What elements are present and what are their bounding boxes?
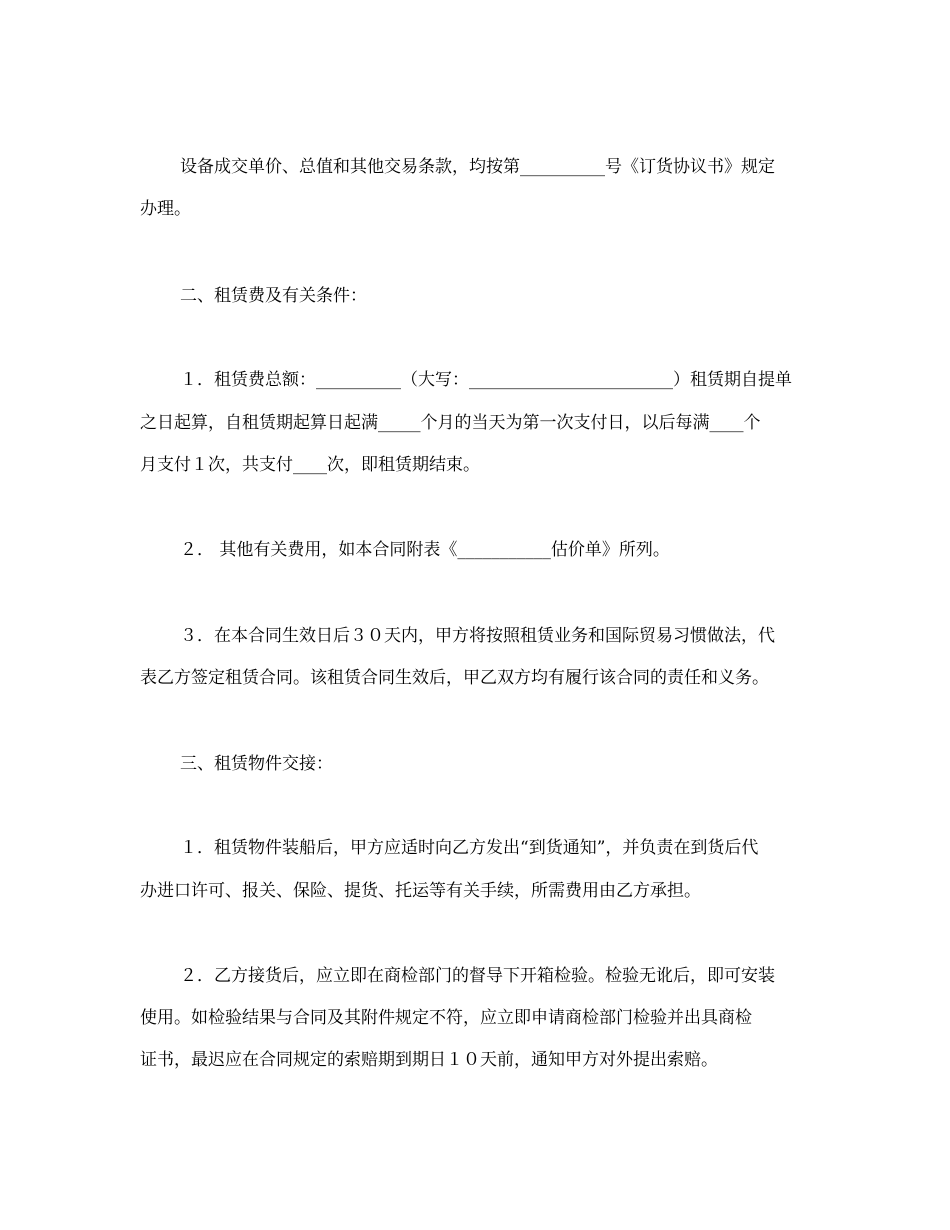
paragraph-line: １．租赁物件装船后，甲方应适时向乙方发出“到货通知”，并负责在到货后代 xyxy=(180,838,759,858)
paragraph-line: ２．乙方接货后，应立即在商检部门的督导下开箱检验。检验无讹后，即可安装 xyxy=(180,966,775,986)
section-heading: 三、租赁物件交接： xyxy=(180,754,333,774)
paragraph-line: ２． 其他有关费用，如本合同附表《___________估价单》所列。 xyxy=(180,540,670,560)
paragraph-line: ３．在本合同生效日后３０天内，甲方将按照租赁业务和国际贸易习惯做法，代 xyxy=(180,626,775,646)
paragraph-line: １．租赁费总额：__________（大写：________________________）租赁期自提单 xyxy=(180,370,792,390)
paragraph-line: 之日起算，自租赁期起算日起满_____个月的当天为第一次支付日，以后每满____个 xyxy=(140,413,761,433)
paragraph-line: 办理。 xyxy=(140,199,191,219)
paragraph-line: 表乙方签定租赁合同。该租赁合同生效后，甲乙双方均有履行该合同的责任和义务。 xyxy=(140,668,769,688)
paragraph-line: 证书，最迟应在合同规定的索赔期到期日１０天前，通知甲方对外提出索赔。 xyxy=(140,1050,718,1070)
paragraph-line: 办进口许可、报关、保险、提货、托运等有关手续，所需费用由乙方承担。 xyxy=(140,881,701,901)
section-heading: 二、租赁费及有关条件： xyxy=(180,286,367,306)
paragraph-line: 使用。如检验结果与合同及其附件规定不符，应立即申请商检部门检验并出具商检 xyxy=(140,1008,752,1028)
paragraph-line: 月支付１次，共支付____次，即租赁期结束。 xyxy=(140,455,480,475)
paragraph-line: 设备成交单价、总值和其他交易条款，均按第__________号《订货协议书》规定 xyxy=(180,157,775,177)
